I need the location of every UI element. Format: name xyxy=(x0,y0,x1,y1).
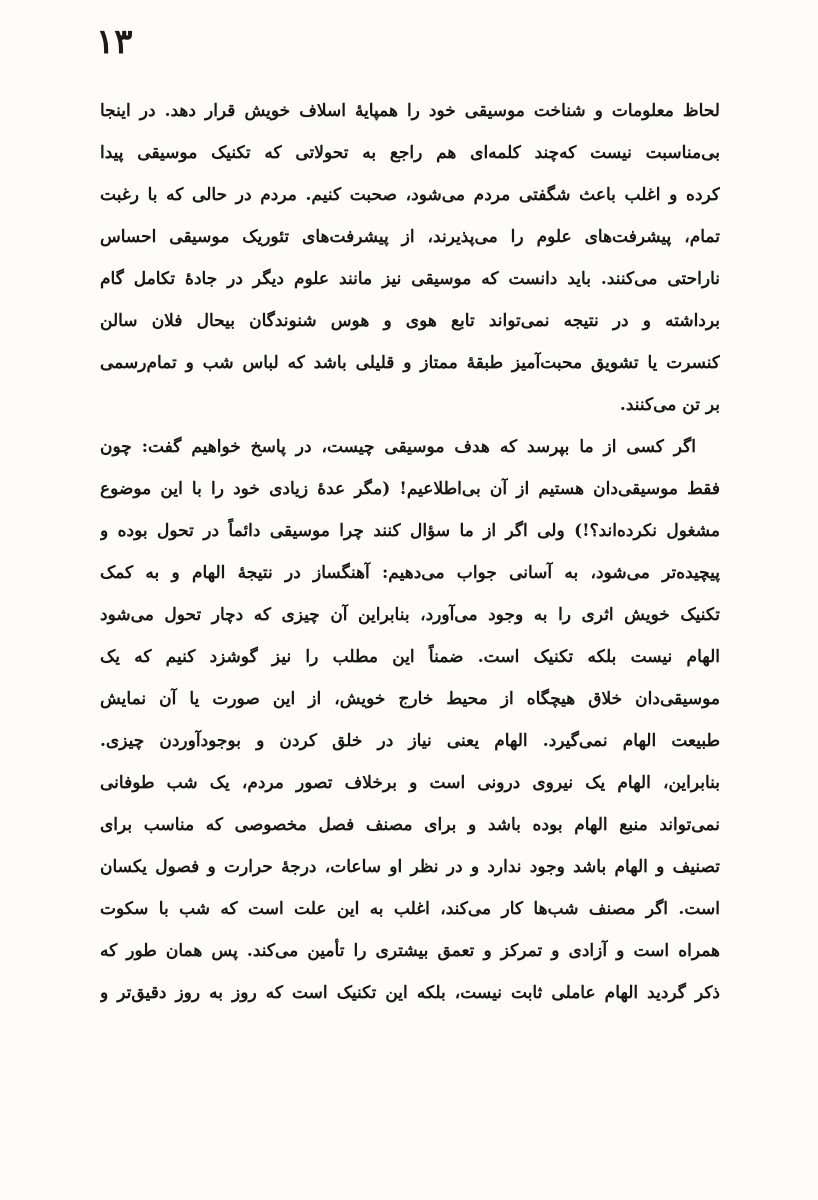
text-line: پیچیده‌تر می‌شود، به آسانی جواب می‌دهیم: آهنگساز در نتیجهٔ الهام و به کمک xyxy=(100,563,720,583)
text-line: کنسرت یا تشویق محبت‌آمیز طبقهٔ ممتاز و قلیلی باشد که لباس شب و تمام‌رسمی xyxy=(100,353,720,373)
text-line: تمام، پیشرفت‌های علوم را می‌پذیرند، از پیشرفت‌های تئوریک موسیقی احساس xyxy=(100,227,720,247)
text-line: نمی‌تواند منبع الهام بوده باشد و برای مصنف فصل مخصوصی که مناسب برای xyxy=(100,815,720,835)
text-line: الهام نیست بلکه تکنیک است. ضمناً این مطلب را نیز گوشزد کنیم که یک xyxy=(100,647,720,667)
text-line: برداشته و در نتیجه نمی‌تواند تابع هوی و هوس شنوندگان بیحال فلان سالن xyxy=(100,311,720,331)
body-text xyxy=(100,90,720,1014)
paragraph-2 xyxy=(100,426,720,1014)
text-line: لحاظ معلومات و شناخت موسیقی خود را همپایهٔ اسلاف خویش قرار دهد. در اینجا xyxy=(100,101,720,121)
page-number: ۱۳ xyxy=(96,22,133,62)
text-line: بی‌مناسبت نیست که‌چند کلمه‌ای هم راجع به تحولاتی که تکنیک موسیقی پیدا xyxy=(100,143,720,163)
text-line: همراه است و آزادی و تمرکز و تعمق بیشتری را تأمین می‌کند. پس همان طور که xyxy=(100,941,720,961)
text-line: است. اگر مصنف شب‌ها کار می‌کند، اغلب به این علت است که شب با سکوت xyxy=(100,899,720,919)
text-line: طبیعت الهام نمی‌گیرد. الهام یعنی نیاز در خلق کردن و بوجودآوردن چیزی. xyxy=(100,731,720,751)
text-line: ناراحتی می‌کنند. باید دانست که موسیقی نیز مانند علوم دیگر در جادهٔ تکامل گام xyxy=(100,269,720,289)
paragraph-1 xyxy=(100,90,720,426)
text-line: تکنیک خویش اثری را به وجود می‌آورد، بنابراین آن چیزی که دچار تحول می‌شود xyxy=(100,605,720,625)
text-line: کرده و اغلب باعث شگفتی مردم می‌شود، صحبت کنیم. مردم در حالی که با رغبت xyxy=(100,185,720,205)
text-line: اگر کسی از ما بپرسد که هدف موسیقی چیست، در پاسخ خواهیم گفت: چون xyxy=(100,437,696,457)
text-line: بر تن می‌کنند. xyxy=(619,395,720,415)
text-line: ذکر گردید الهام عاملی ثابت نیست، بلکه این تکنیک است که روز به روز دقیق‌تر و xyxy=(100,983,720,1003)
text-line: فقط موسیقی‌دان هستیم از آن بی‌اطلاعیم! (مگر عدهٔ زیادی خود را با این موضوع xyxy=(100,479,720,499)
text-line: مشغول نکرده‌اند؟!) ولی اگر از ما سؤال کنند چرا موسیقی دائماً در تحول بوده و xyxy=(100,521,720,541)
text-line: تصنیف و الهام باشد وجود ندارد و در نظر او ساعات، درجهٔ حرارت و فصول یکسان xyxy=(100,857,720,877)
text-line: موسیقی‌دان خلاق هیچگاه از محیط خارج خویش، از این صورت یا آن نمایش xyxy=(100,689,720,709)
text-line: بنابراین، الهام یک نیروی درونی است و برخلاف تصور مردم، یک شب طوفانی xyxy=(100,773,720,793)
